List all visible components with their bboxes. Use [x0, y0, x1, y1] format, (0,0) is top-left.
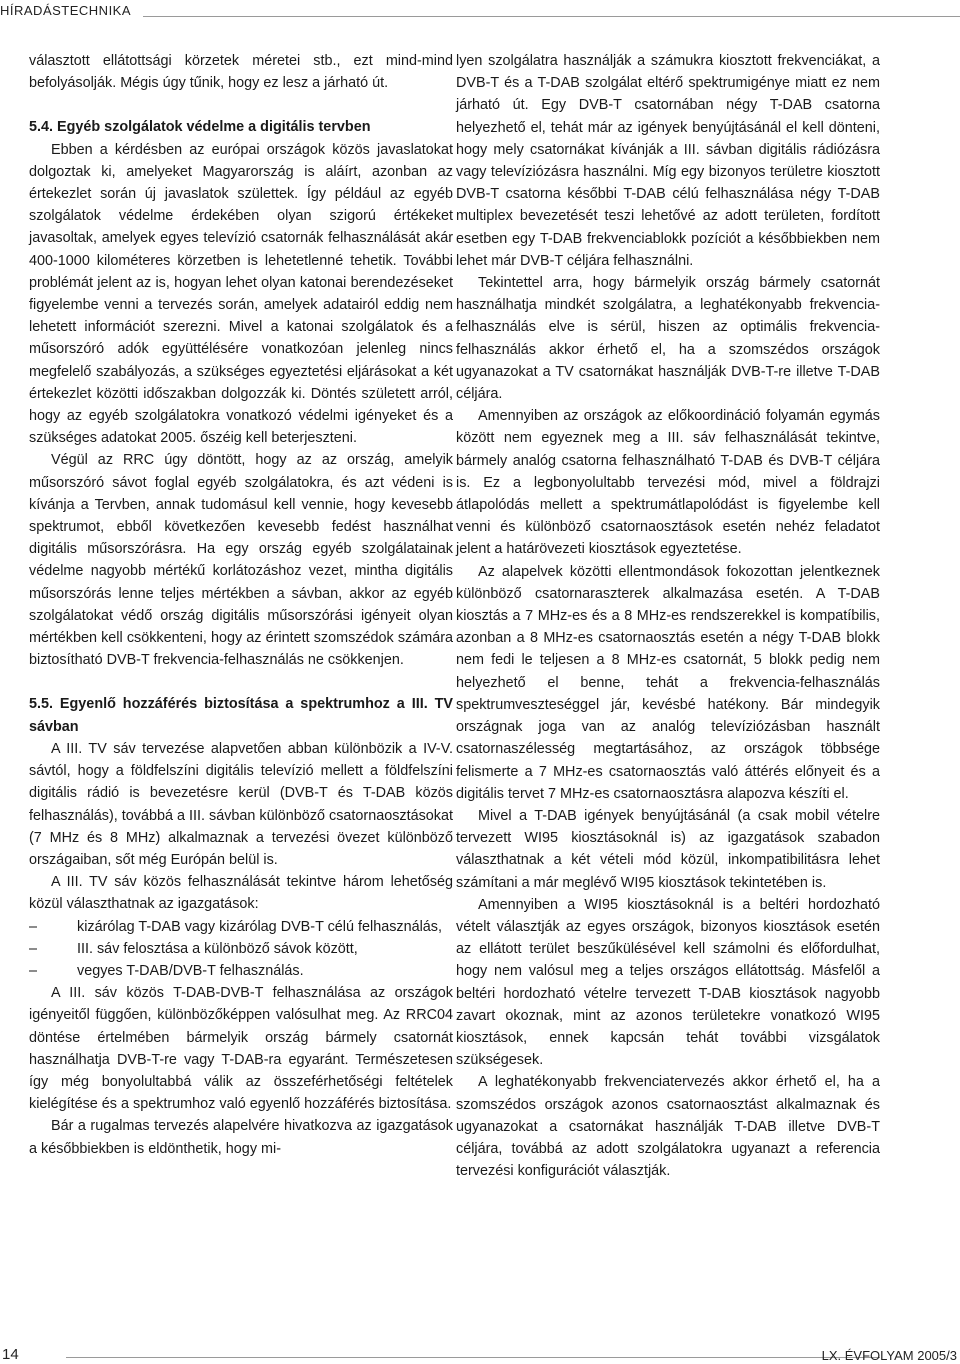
paragraph: Végül az RRC úgy döntött, hogy az az ország, amelyik műsorszóró sávot foglal egyéb szolgálatokra, és azt védeni is kívánja a Tervben, annak tudomásul kell vennie, hogy kevesebb spektrumot, ebből következően kevesebb fedést használhat digitális műsorszórásra. Ha egy ország egyéb szolgálatainak védelme nagyobb mértékű korlátozáshoz vezet, mintha digitális műsorszórás lenne teljes mértékben a sávban, akkor az egyéb szolgálatokat védő ország digitális műsorszórási igényeit olyan mértékben kell csökkenteni, hogy az érintett szomszédok számára biztosítható DVB-T frekvencia-felhasználás ne csökkenjen. — [29, 452, 453, 669]
paragraph: Bár a rugalmas tervezés alapelvére hivatkozva az igazgatások a későbbiekben is eldönthetik, hogy mi- — [29, 1118, 453, 1157]
paragraph: lyen szolgálatra használják a számukra kiosztott frekvenciákat, a DVB-T és a T-DAB szolgálat eltérő spektrumigénye miatt ez nem járható út. Egy DVB-T csatornában négy T-DAB csatorna helyezhető el, tehát már az igények benyújtásánál el kell dönteni, hogy mely csatornákat kívánják a III. sávban digitális rádiózásra vagy televíziózásra használni. Míg egy bizonyos területre kiosztott DVB-T csatorna későbbi T-DAB célú felhasználása négy T-DAB multiplex bevezetését teszi lehetővé az adott területen, fordított esetben egy T-DAB frekvenciablokk pozíciót a későbbiekben nem lehet már DVB-T céljára felhasználni. — [456, 53, 880, 269]
volume-label: LX. ÉVFOLYAM 2005/3 — [821, 1348, 957, 1363]
paragraph: A III. TV sáv tervezése alapvetően abban különbözik a IV-V. sávtól, hogy a földfelszíni digitális televízió mellett a földfelszíni digitális rádió is bevezetésre kerül (DVB-T és T-DAB közös felhasználás), továbbá a III. sávban különböző csatornaosztásokat (7 MHz és 8 MHz) alkalmaznak a tervezési övezet különböző országaiban, sőt még Európán belül is. — [29, 740, 453, 868]
dash-marker: – — [29, 918, 38, 935]
page-number: 14 — [2, 1346, 19, 1363]
dash-marker: – — [29, 962, 38, 979]
paragraph: Mivel a T-DAB igények benyújtásánál (a csak mobil vételre tervezett WI95 kiosztásoknál is) az igazgatások szabadon választhatnak a két vételi mód közül, inkompatibilitásra lehet számítani a már meglévő WI95 kiosztások tekintetében is. — [456, 807, 880, 891]
paragraph: A leghatékonyabb frekvenciatervezés akkor érhető el, ha a szomszédos országok azonos csatornaosztást alkalmaznak és ugyanazokat a csatornákat használják T-DAB illetve DVB-T céljára, továbbá az adott szolgálatokra ugyanazt a referencia tervezési konfigurációt választják. — [456, 1074, 880, 1180]
footer-rule — [66, 1357, 880, 1358]
page-header — [0, 0, 960, 24]
list-item: – kizárólag T-DAB vagy kizárólag DVB-T célú felhasználás, — [29, 916, 453, 938]
paragraph: A III. TV sáv közös felhasználását tekintve három lehetőség közül választhatnak az igazgatások: — [29, 874, 453, 913]
dash-marker: – — [29, 940, 38, 957]
paragraph: Tekintettel arra, hogy bármelyik ország bármely csatornát használhatja mindkét szolgálatra, a leghatékonyabb frekvencia-felhasználás elve is sérül, hiszen az optimális frekvencia-felhasználás akkor érhető el, ha a szomszédos országok ugyanazokat a TV csatornákat használják DVB-T-re illetve T-DAB céljára. — [456, 275, 880, 403]
left-column — [29, 50, 453, 1160]
paragraph: Ebben a kérdésben az európai országok közös javaslatokat dolgoztak ki, amelyeket Magyarország is aláírt, azonban az értekezlet során új javaslatok születtek. Így például az egyéb szolgálatok védelme érdekében olyan szigorú értékeket javasoltak, amelyek egyes televízió csatornák felhasználását akár 400-1000 kilométeres körzetben is lehetetlenné tehetik. További problémát jelent az is, hogyan lehet olyan katonai berendezéseket figyelembe venni a tervezés során, amelyek adatairól eddig nem lehetett információt szerezni. Mivel a katonai szolgálatok és a műsorszóró adók együttélésére vonatkozóan jelenleg nincs megfelelő szabályozás, a szükséges egyeztetési eljárásokat a két értekezlet közötti időszakban dolgozzák ki. Döntés született arról, hogy az egyéb szolgálatokra vonatkozó védelmi igényeket és a szükséges adatokat 2005. őszéig kell beterjeszteni. — [29, 141, 453, 447]
paragraph: Az alapelvek közötti ellentmondások fokozottan jelentkeznek különböző csatornaraszterek alkalmazása esetén. A T-DAB kiosztás a 7 MHz-es és a 8 MHz-es rendszerekkel is kompatíbilis, azonban a 8 MHz-es csatornaosztás esetén a négy T-DAB blokk nem fedi le teljesen a 8 MHz-es csatornát, 5 blokk pedig nem helyezhető el benne, tehát a frekvencia-felhasználás spektrumveszteséggel jár, kevésbé hatékony. Bár mindegyik országnak joga van az analóg televíziózásban használt csatornaszélesség megtartásához, az országok többsége felismerte a 7 MHz-es csatornaosztás való áttérés előnyeit és a digitális tervet 7 MHz-es csatornaosztásra alapozva készíti el. — [456, 563, 880, 802]
options-list — [29, 916, 453, 983]
section-heading-5-5: 5.5. Egyenlő hozzáférés biztosítása a spektrumhoz a III. TV sávban — [29, 696, 453, 735]
list-item: – vegyes T-DAB/DVB-T felhasználás. — [29, 960, 453, 982]
header-rule — [143, 16, 960, 17]
page-footer — [0, 1338, 960, 1364]
journal-title: HÍRADÁSTECHNIKA — [0, 3, 132, 18]
right-column — [456, 50, 880, 1182]
paragraph: Amennyiben az országok az előkoordináció folyamán egymás között nem egyeznek meg a III. sáv felhasználását tekintve, bármely analóg csatorna felhasználható T-DAB és DVB-T céljára is. Ez a legbonyolultabb tervezési mód, mivel a földrajzi átlapolódás mellett a spektrumátlapolódást is figyelembe kell venni és különböző csatornaosztások esetén nehéz feladatot jelent a határövezeti kiosztások egyeztetése. — [456, 408, 880, 558]
paragraph: választott ellátottsági körzetek méretei stb., ezt mind-mind befolyásolják. Mégis úgy tűnik, hogy ez lesz a járható út. — [29, 53, 453, 92]
paragraph: A III. sáv közös T-DAB-DVB-T felhasználása az országok igényeitől függően, különbözőképpen valósulhat meg. Az RRC04 döntése értelmében bármelyik ország bármely csatornát használhatja DVB-T-re vagy T-DAB-ra egyaránt. Természetesen így még bonyolultabbá válik az összeférhetőségi feltételek kielégítése és a spektrumhoz való egyenlő hozzáférés biztosítása. — [29, 985, 453, 1113]
list-item: – III. sáv felosztása a különböző sávok között, — [29, 938, 453, 960]
section-heading-5-4: 5.4. Egyéb szolgálatok védelme a digitális tervben — [29, 119, 371, 136]
paragraph: Amennyiben a WI95 kiosztásoknál is a beltéri hordozható vételt választják az egyes országok, bizonyos kiosztások esetén az ellátott terület beszűkülésével kell számolni és előfordulhat, hogy nem valósul meg a teljes országos ellátottság. Másfelől a beltéri hordozható vételre tervezett T-DAB kiosztások nagyobb zavart okoznak, mint az azonos területekre vonatkozó WI95 kiosztások, ennek kapcsán tehát további vizsgálatok szükségesek. — [456, 896, 880, 1069]
